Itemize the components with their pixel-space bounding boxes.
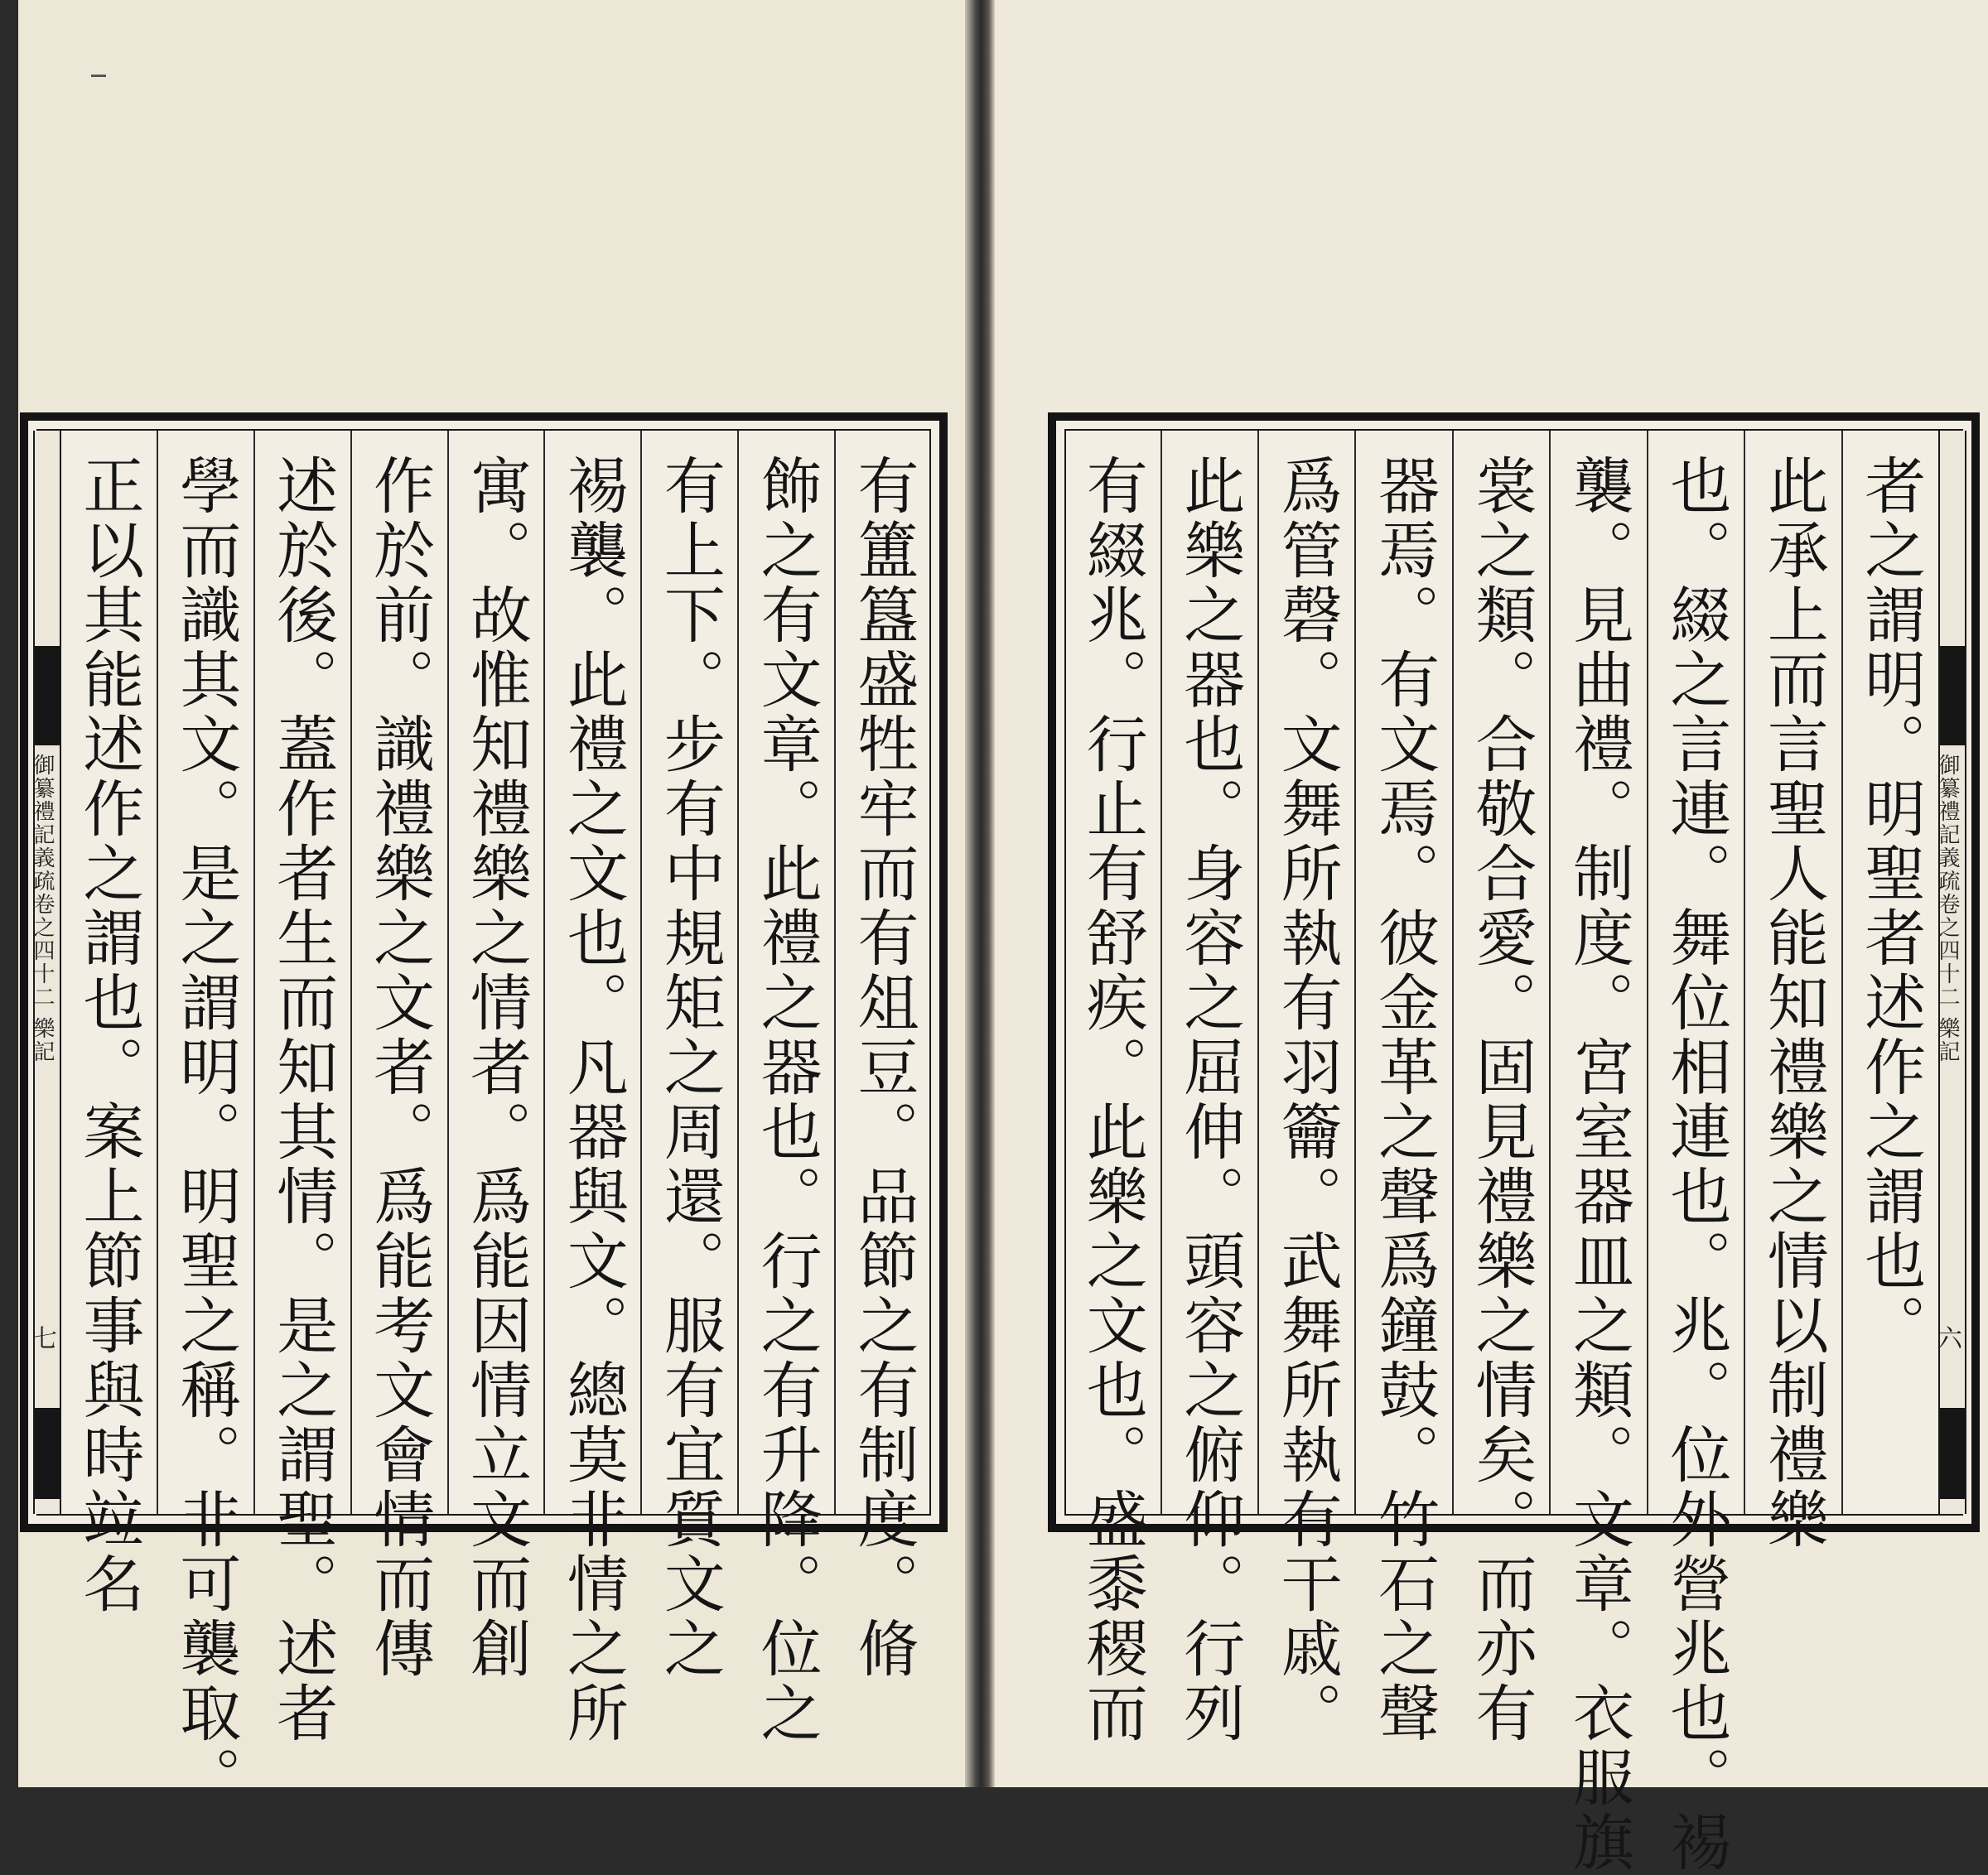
text-column: 學而識其文。是之謂明。明聖之稱。非可襲取。 — [157, 431, 253, 1514]
left-center-margin — [27, 431, 61, 1514]
text-column: 裼襲。此禮之文也。凡器與文。總莫非情之所 — [543, 431, 640, 1514]
fishtail-bottom — [35, 1408, 60, 1499]
text-column: 裳之類。合敬合愛。固見禮樂之情矣。而亦有 — [1452, 431, 1549, 1514]
right-text-frame — [1048, 412, 1980, 1875]
margin-title: 御纂禮記義疏卷之四十二 樂記 — [1935, 754, 1960, 1064]
text-column: 此承上而言聖人能知禮樂之情以制禮樂 — [1744, 431, 1841, 1514]
right-center-margin — [1933, 431, 1966, 1514]
right-columns — [1064, 431, 1938, 1875]
fishtail-top — [1940, 646, 1965, 745]
book-gutter — [965, 0, 995, 1787]
text-column: 爲管磬。文舞所執有羽籥。武舞所執有干戚。 — [1257, 431, 1354, 1514]
text-column: 有上下。步有中規矩之周還。服有宜質文之 — [640, 431, 737, 1514]
fishtail-top — [35, 646, 60, 745]
text-column: 正以其能述作之謂也。案上節事與時竝名 — [73, 454, 145, 1617]
text-column: 襲。見曲禮。制度。宮室器皿之類。文章。衣服旗 — [1549, 431, 1646, 1514]
text-column: 此樂之器也。身容之屈伸。頭容之俯仰。行列 — [1160, 431, 1257, 1514]
margin-title: 御纂禮記義疏卷之四十二 樂記 — [30, 754, 55, 1064]
text-column: 有綴兆。行止有舒疾。此樂之文也。盛黍稷而 — [1076, 454, 1148, 1746]
left-text-frame — [20, 412, 948, 1810]
left-columns — [61, 431, 931, 1810]
text-column: 作於前。識禮樂之文者。爲能考文會情而傳 — [350, 431, 447, 1514]
pencil-mark — [91, 75, 106, 77]
text-column: 有簠簋盛牲牢而有俎豆。品節之有制度。脩 — [834, 431, 931, 1514]
fishtail-bottom — [1940, 1408, 1965, 1499]
text-column: 者之謂明。明聖者述作之謂也。 — [1841, 431, 1938, 1514]
text-column: 器焉。有文焉。彼金革之聲爲鐘鼓。竹石之聲 — [1354, 431, 1451, 1514]
text-column: 飾之有文章。此禮之器也。行之有升降。位之 — [737, 431, 834, 1514]
folio-number: 七 — [27, 1325, 56, 1350]
text-column: 也。綴之言連。舞位相連也。兆。位外營兆也。裼 — [1647, 431, 1744, 1514]
text-column: 述於後。蓋作者生而知其情。是之謂聖。述者 — [253, 431, 350, 1514]
folio-number: 六 — [1933, 1325, 1961, 1350]
text-column: 寓。故惟知禮樂之情者。爲能因情立文而創 — [447, 431, 544, 1514]
